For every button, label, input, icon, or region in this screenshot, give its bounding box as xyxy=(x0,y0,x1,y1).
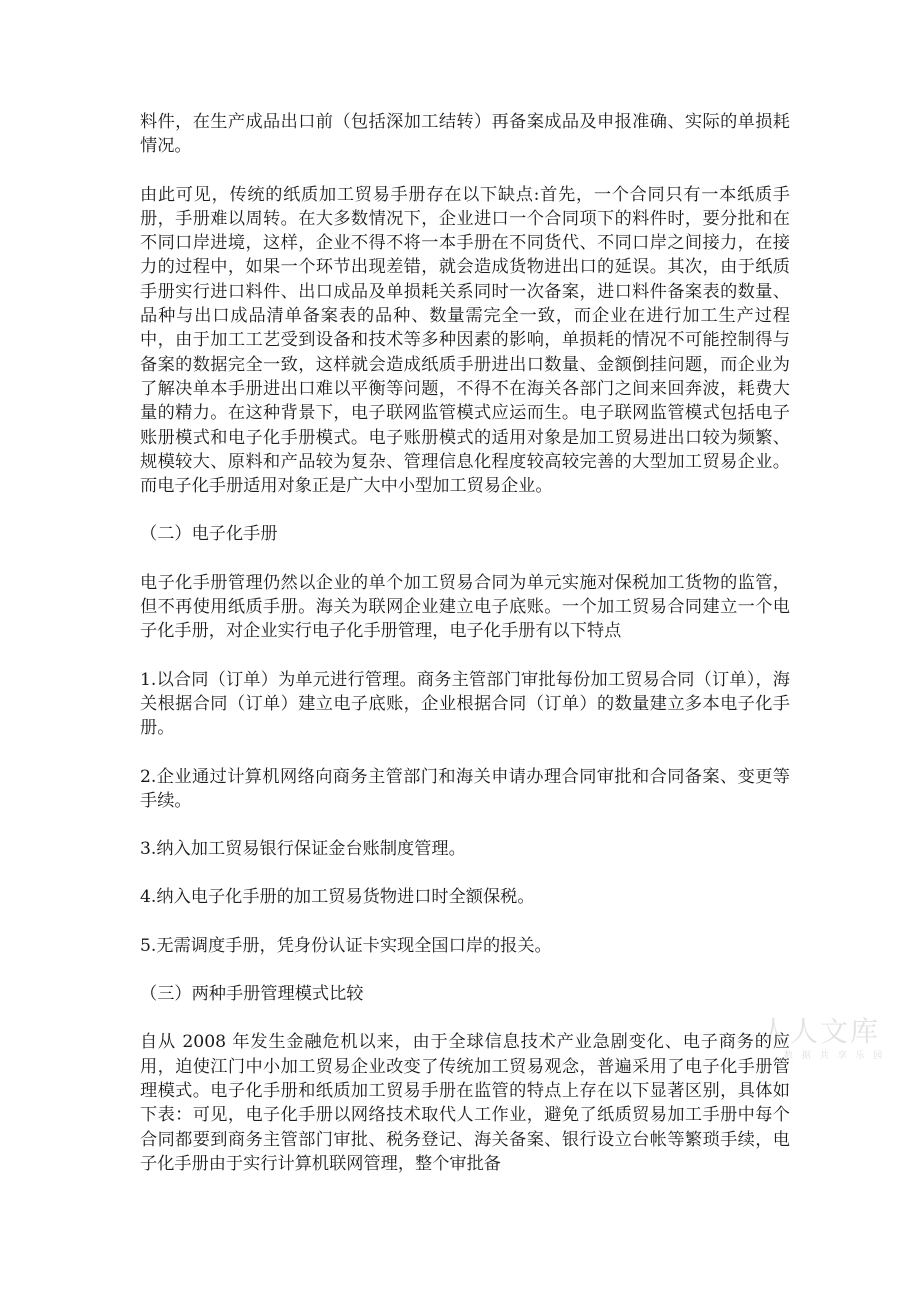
section-heading-comparison: （三）两种手册管理模式比较 xyxy=(140,984,364,1005)
list-item-4: 4.纳入电子化手册的加工贸易货物进口时全额保税。 xyxy=(140,887,535,908)
paragraph-gap xyxy=(140,813,790,837)
paragraph-4: 自从 2008 年发生金融危机以来，由于全球信息技术产业急剧变化、电子商务的应用，迫使江门中小加工贸易企业改变了传统加工贸易观念，普遍采用了电子化手册管理模式。电子化手册和纸质加工贸易手册在监管的特点上存在以下显著区别，具体如下表：可见，电子化手册以网络技术取代人工作业，避免了纸质贸易加工手册中每个合同都要到商务主管部门审批、税务登记、海关备案、银行设立台帐等繁琐手续，电子化手册由于实行计算机联网管理，整个审批备 xyxy=(140,1032,790,1174)
list-item-2: 2.企业通过计算机网络向商务主管部门和海关申请办理合同审批和合同备案、变更等手续。 xyxy=(140,766,790,811)
paragraph-1: 料件，在生产成品出口前（包括深加工结转）再备案成品及申报准确、实际的单损耗情况。 xyxy=(140,112,790,157)
list-item-1: 1.以合同（订单）为单元进行管理。商务主管部门审批每份加工贸易合同（订单），海关根据合同（订单）建立电子底账，企业根据合同（订单）的数量建立多本电子化手册。 xyxy=(140,669,790,739)
paragraph-gap xyxy=(140,644,790,668)
paragraph-gap xyxy=(140,958,790,982)
document-page xyxy=(140,110,790,1176)
list-item-3: 3.纳入加工贸易银行保证金台账制度管理。 xyxy=(140,839,466,860)
paragraph-2: 由此可见，传统的纸质加工贸易手册存在以下缺点:首先，一个合同只有一本纸质手册，手册难以周转。在大多数情况下，企业进口一个合同项下的料件时，要分批和在不同口岸进境，这样，企业不得不将一本手册在不同货代、不同口岸之间接力，在接力的过程中，如果一个环节出现差错，就会造成货物进出口的延误。其次，由于纸质手册实行进口料件、出口成品及单损耗关系同时一次备案，进口料件备案表的数量、品种与出口成品清单备案表的品种、数量需完全一致，而企业在进行加工生产过程中，由于加工工艺受到设备和技术等多种因素的影响，单损耗的情况不可能控制得与备案的数据完全一致，这样就会造成纸质手册进出口数量、金额倒挂问题，而企业为了解决单本手册进出口难以平衡等问题，不得不在海关各部门之间来回奔波，耗费大量的精力。在这种背景下，电子联网监管模式应运而生。电子联网监管模式包括电子账册模式和电子化手册模式。电子账册模式的适用对象是加工贸易进出口较为频繁、规模较大、原料和产品较为复杂、管理信息化程度较高较完善的大型加工贸易企业。而电子化手册适用对象正是广大中小型加工贸易企业。 xyxy=(140,184,790,497)
paragraph-gap xyxy=(140,498,790,522)
section-heading-electronic-manual: （二）电子化手册 xyxy=(140,524,278,545)
paragraph-gap xyxy=(140,159,790,183)
paragraph-3: 电子化手册管理仍然以企业的单个加工贸易合同为单元实施对保税加工货物的监管，但不再使用纸质手册。海关为联网企业建立电子底账。一个加工贸易合同建立一个电子化手册，对企业实行电子化手册管理，电子化手册有以下特点 xyxy=(140,572,790,642)
paragraph-gap xyxy=(140,861,790,885)
watermark-main-text: 人人文库 xyxy=(760,1015,881,1048)
list-item-5: 5.无需调度手册，凭身份认证卡实现全国口岸的报关。 xyxy=(140,935,552,956)
watermark-sub-text: 数 据 共 享 乐 园 xyxy=(784,1051,886,1061)
paragraph-gap xyxy=(140,741,790,765)
paragraph-gap xyxy=(140,910,790,934)
paragraph-gap xyxy=(140,547,790,571)
paragraph-gap xyxy=(140,1006,790,1030)
